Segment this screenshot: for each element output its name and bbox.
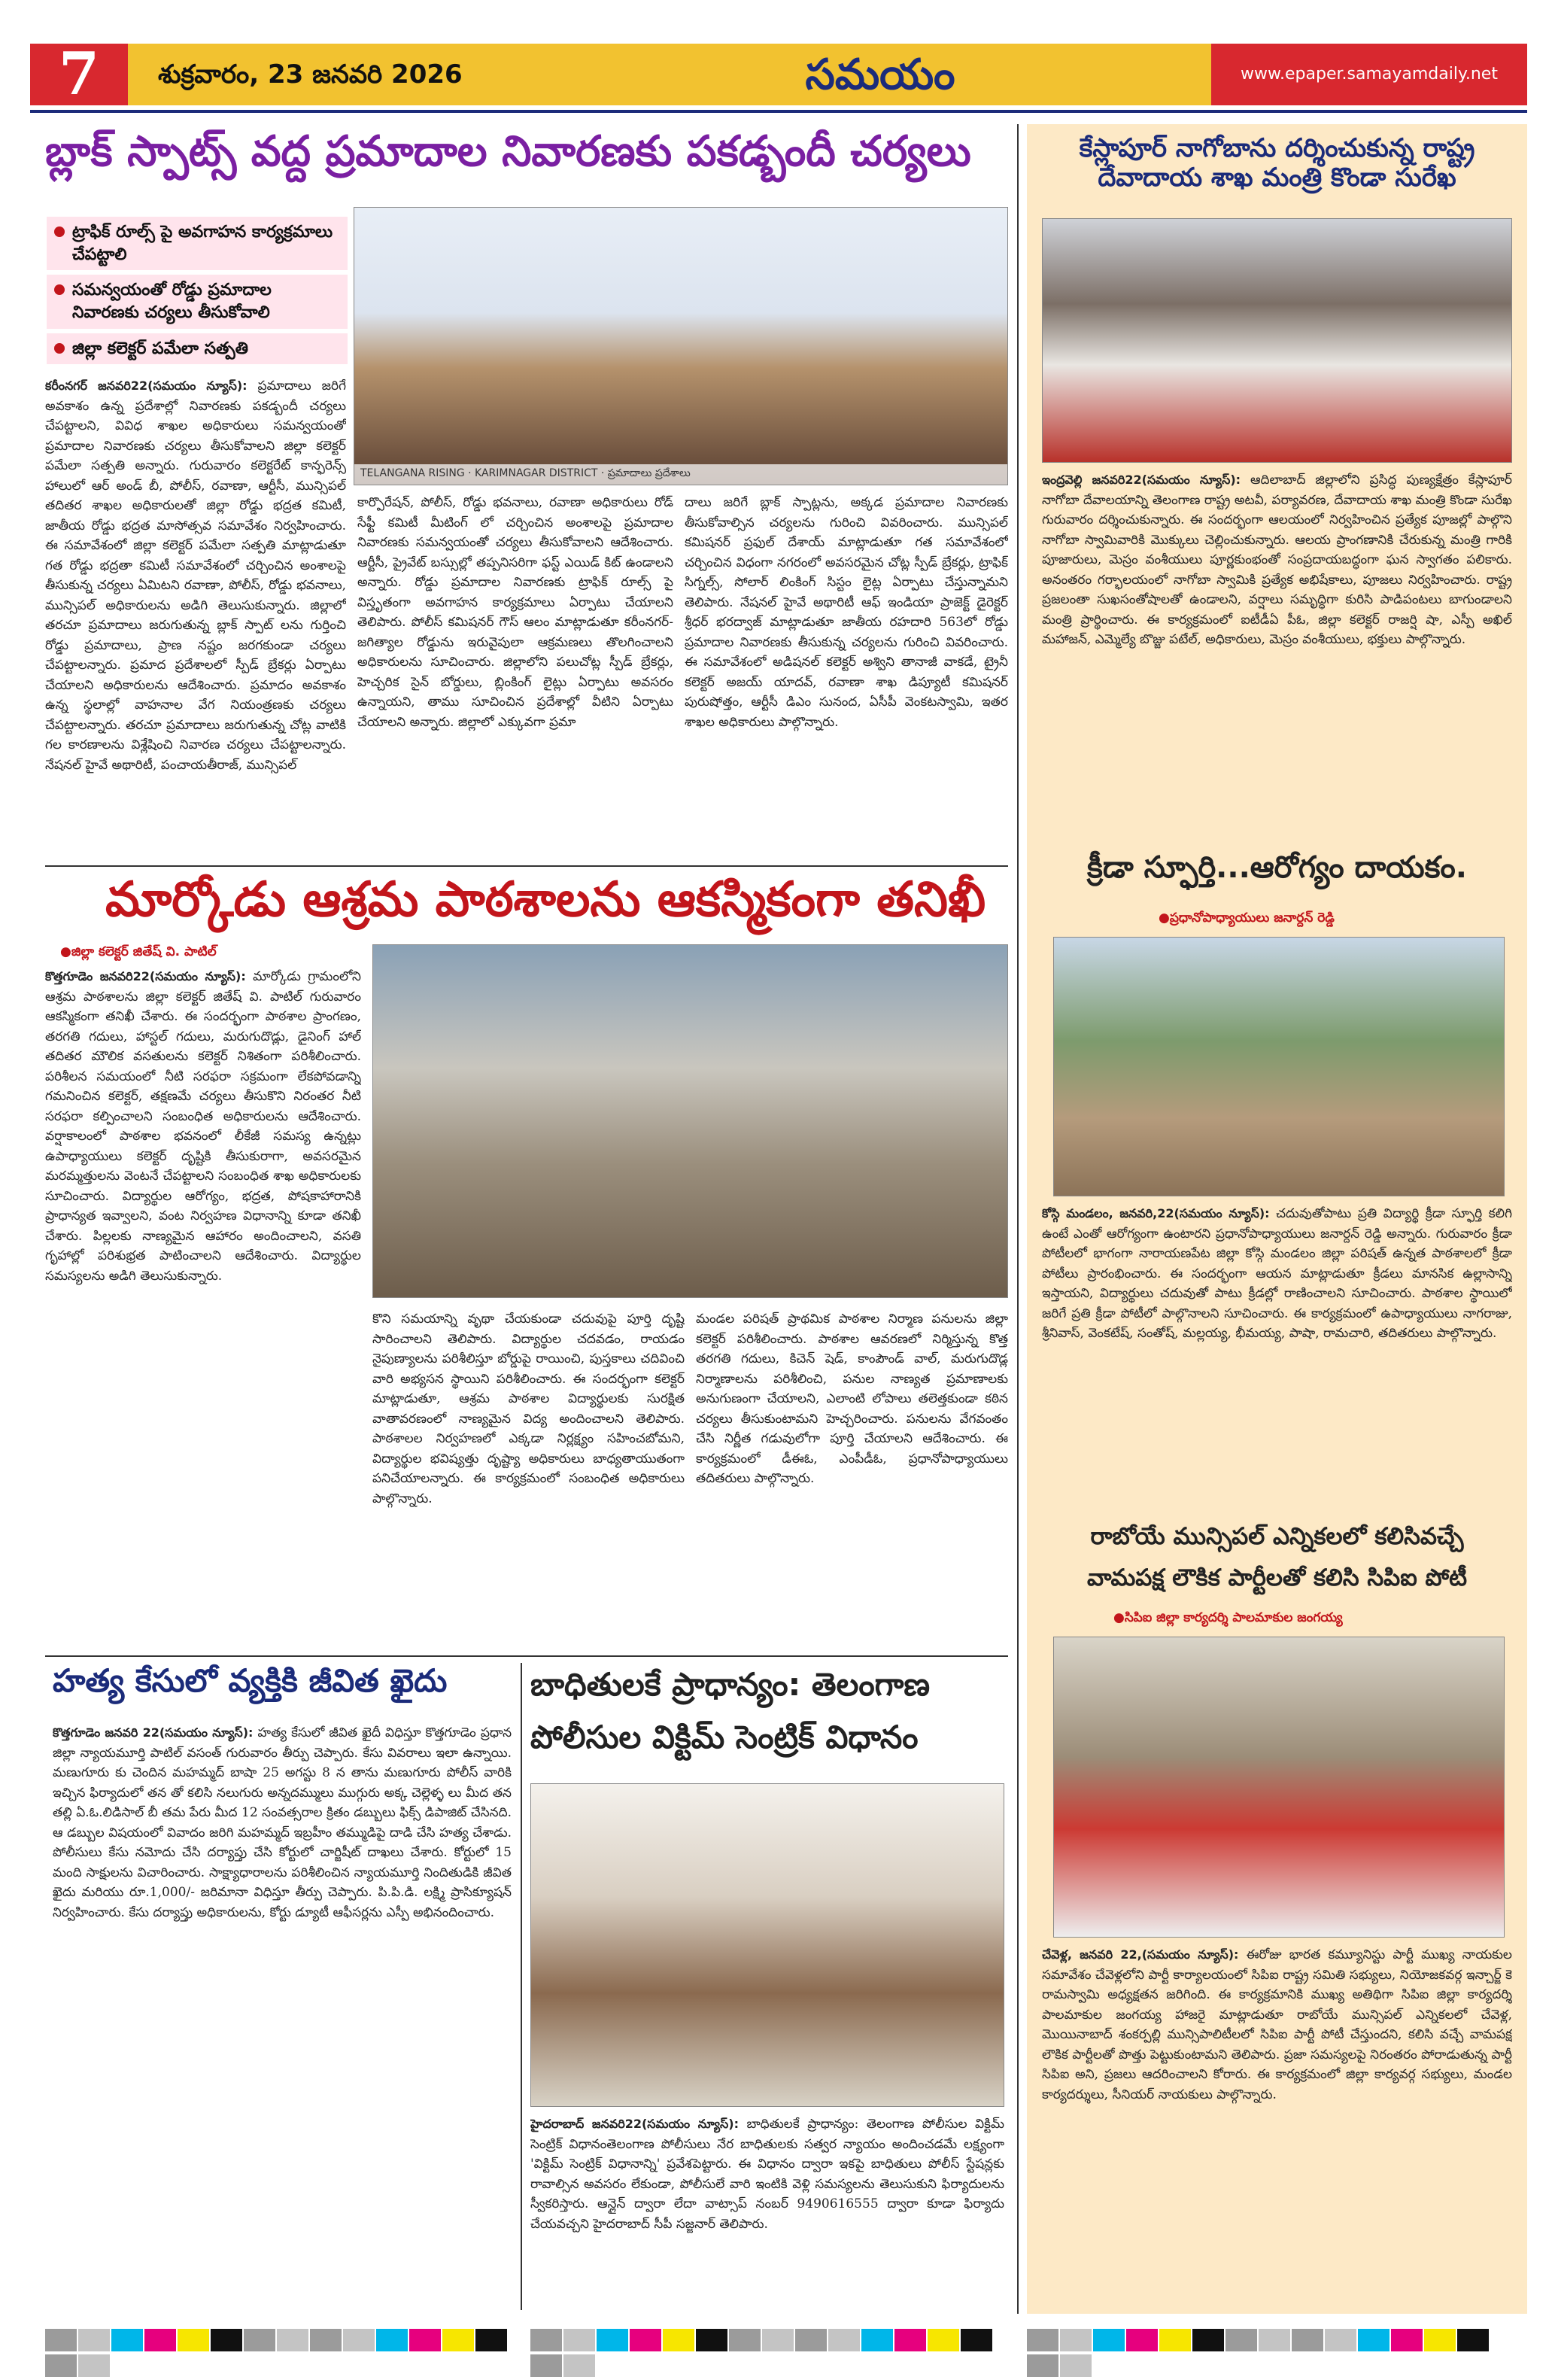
story4-dateline: హైదరాబాద్ జనవరి22(సమయం న్యూస్):	[530, 2117, 739, 2131]
color-swatch	[211, 2329, 242, 2351]
color-swatch	[630, 2329, 661, 2351]
side3-body: ఈరోజు భారత కమ్యూనిస్టు పార్టీ ముఖ్య నాయకుల సమావేశం చేవెళ్లలోని పార్టీ కార్యాలయంలో సిపిఐ రాష్ట్ర సమితి సభ్యులు, నియోజకవర్గ ఇన్చార్జ్ కె రామస్వామి అధ్యక్షతన జరిగింది. ఈ కార్యక్రమానికి ముఖ్య అతిథిగా సిపిఐ జిల్లా కార్యదర్శి పాలమాకుల జంగయ్య హాజరై మాట్లాడుతూ రాబోయే మున్సిపల్ ఎన్నికలలో చేవెళ్ల, మొయినాబాద్ శంకర్పల్లి మున్సిపాలిటీలలో సిపిఐ పార్టీ పోటీ చేస్తుందని, కలిసి వచ్చే వామపక్ష లౌకిక పార్టీలతో పొత్తు పెట్టుకుంటామని తెలిపారు. ప్రజా సమస్యలపై నిరంతరం పోరాడుతున్న పార్టీ సిపిఐ అని, ప్రజలు ఆదరించాలని కోరారు. ఈ కార్యక్రమంలో జిల్లా కార్యవర్గ సభ్యులు, మండల కార్యదర్శులు, సీనియర్ నాయకులు పాల్గొన్నారు.	[1042, 1947, 1512, 2102]
story2-headline: మార్కోడు ఆశ్రమ పాఠశాలను ఆకస్మికంగా తనిఖీ	[105, 872, 986, 928]
color-swatch	[409, 2329, 441, 2351]
section-divider	[45, 865, 1008, 867]
story1-bullet: ట్రాఫిక్ రూల్స్ పై అవగాహన కార్యక్రమాలు చేపట్టాలి	[47, 217, 348, 270]
story1-body-2: కార్పొరేషన్, పోలీస్, రోడ్డు భవనాలు, రవాణా అధికారులు రోడ్ సేఫ్టీ కమిటీ మీటింగ్ లో చర్చించిన అంశాలపై ప్రమాదాల నివారణకు సమన్వయంతో చర్యలు తీసుకోవాలని ఆదేశించారు. ఆర్టీసీ, ప్రైవేట్ బస్సుల్లో తప్పనిసరిగా ఫస్ట్ ఎయిడ్ కిట్ ఉండాలని అన్నారు. రోడ్డు ప్రమాదాల నివారణకు ట్రాఫిక్ రూల్స్ పై విస్తృతంగా అవగాహన కార్యక్రమాలు ఏర్పాటు చేయాలని తెలిపారు. పోలీస్ కమిషనర్ గౌస్ ఆలం మాట్లాడుతూ కరీంనగర్-జగిత్యాల రోడ్డును ఇరువైపులా ఆక్రమణలు తొలగించాలని అధికారులను సూచించారు. జిల్లాలోని పలుచోట్ల స్పీడ్ బ్రేకర్లు, హెచ్చరిక సైన్ బోర్డులు, బ్లింకింగ్ లైట్లు ఏర్పాటు అవసరం ఉన్నాయని, తాము సూచించిన ప్రదేశాల్లో వీటిని ఏర్పాటు చేయాలని అన్నారు. జిల్లాలో ఎక్కువగా ప్రమా	[357, 495, 673, 730]
side3-photo-party-meeting	[1053, 1637, 1505, 1938]
side1-dateline: ఇంద్రవెల్లి జనవరి22(సమయం న్యూస్):	[1042, 473, 1241, 487]
side2-headline: క్రీడా స్ఫూర్తి...ఆరోగ్యం దాయకం.	[1087, 850, 1467, 885]
story4-headline-line-1: బాధితులకే ప్రాధాన్యం: తెలంగాణ	[530, 1666, 931, 1703]
color-swatch	[78, 2354, 110, 2377]
color-swatch	[597, 2329, 628, 2351]
color-swatch	[1027, 2354, 1058, 2377]
newspaper-logo: సమయం	[805, 50, 955, 99]
story1-column-2	[357, 493, 673, 858]
color-swatch	[795, 2329, 827, 2351]
color-swatch	[1060, 2329, 1092, 2351]
side1-column	[1042, 470, 1512, 843]
story1-column-1	[45, 376, 346, 858]
column-divider	[1017, 124, 1019, 2314]
story2-column-2	[372, 1309, 685, 1652]
color-swatch	[1192, 2329, 1224, 2351]
story2-caption: ● జిల్లా కలెక్టర్ జితేష్ వి. పాటిల్	[60, 944, 361, 962]
color-swatch	[762, 2329, 794, 2351]
color-swatch	[563, 2329, 595, 2351]
side3-headline-line-1: రాబోయే మున్సిపల్ ఎన్నికలలో కలిసివచ్చే	[1090, 1523, 1464, 1550]
print-color-bar	[1027, 2329, 1508, 2351]
color-swatch	[729, 2329, 761, 2351]
color-swatch	[1358, 2329, 1389, 2351]
side3-column	[1042, 1945, 1512, 2306]
color-swatch	[928, 2329, 959, 2351]
story3-dateline: కొత్తగూడెం జనవరి 22(సమయం న్యూస్):	[53, 1725, 254, 1740]
color-swatch	[111, 2329, 143, 2351]
story2-photo-school-visit	[372, 944, 1008, 1298]
story1-bullets	[47, 217, 348, 369]
color-swatch	[78, 2329, 110, 2351]
story1-bullet: సమన్వయంతో రోడ్డు ప్రమాదాల నివారణకు చర్యలు తీసుకోవాలి	[47, 275, 348, 328]
color-swatch	[696, 2329, 727, 2351]
story3-column	[53, 1723, 512, 2310]
color-swatch	[376, 2329, 408, 2351]
color-swatch	[1027, 2329, 1058, 2351]
story1-headline: బ్లాక్ స్పాట్స్ వద్ద ప్రమాదాల నివారణకు పకడ్బందీ చర్యలు	[45, 127, 971, 176]
side3-headline-line-2: వామపక్ష లౌకిక పార్టీలతో కలిసి సిపిఐ పోటీ	[1086, 1564, 1468, 1591]
story2-body-2: కొని సమయాన్ని వృథా చేయకుండా చదువుపై పూర్తి దృష్టి సారించాలని తెలిపారు. విద్యార్థుల చదవడం, రాయడం నైపుణ్యాలను పరిశీలిస్తూ బోర్డుపై రాయించి, పుస్తకాలు చదివించి వారి అభ్యసన స్థాయిని పరిశీలించారు. ఈ సందర్భంగా కలెక్టర్ మాట్లాడుతూ, ఆశ్రమ పాఠశాల విద్యార్థులకు సురక్షిత వాతావరణంలో నాణ్యమైన విద్య అందించాలని తెలిపారు. పాఠశాలల నిర్వహణలో ఎక్కడా నిర్లక్ష్యం సహించబోమని, విద్యార్థుల భవిష్యత్తు దృష్ట్యా అధికారులు బాధ్యతాయుతంగా పనిచేయాలన్నారు. ఈ కార్యక్రమంలో సంబంధిత అధికారులు పాల్గొన్నారు.	[372, 1312, 685, 1506]
story2-column-1	[45, 967, 361, 1652]
side3-dateline: చేవెళ్ల, జనవరి 22,(సమయం న్యూస్):	[1042, 1947, 1239, 1962]
color-swatch	[1060, 2354, 1092, 2377]
color-swatch	[442, 2329, 474, 2351]
color-swatch	[530, 2354, 562, 2377]
color-swatch	[861, 2329, 893, 2351]
color-swatch	[1424, 2329, 1456, 2351]
print-color-bar	[45, 2329, 527, 2351]
color-swatch	[1292, 2329, 1323, 2351]
color-swatch	[45, 2354, 77, 2377]
color-swatch	[178, 2329, 209, 2351]
side2-photo-sports	[1053, 937, 1505, 1196]
color-swatch	[961, 2329, 992, 2351]
story4-body: బాధితులకే ప్రాధాన్యం: తెలంగాణ పోలీసుల విక్టిమ్ సెంట్రిక్ విధానంతెలంగాణ పోలీసులు నేర బాధితులకు సత్వర న్యాయం అందించడమే లక్ష్యంగా 'విక్టిమ్ సెంట్రిక్ విధానాన్ని' ప్రవేశపెట్టారు. ఈ విధానం ద్వారా ఇకపై బాధితులు పోలీస్ స్టేషన్లకు రావాల్సిన అవసరం లేకుండా, పోలీసులే వారి ఇంటికి వెళ్లి సమస్యలను తెలుసుకుని ఫిర్యాదులను స్వీకరిస్తారు. ఆన్లైన్ ద్వారా లేదా వాట్సాప్ నంబర్ 9490616555 ద్వారా కూడా ఫిర్యాదు చేయవచ్చని హైదరాబాద్ సీపీ సజ్జనార్ తెలిపారు.	[530, 2117, 1004, 2232]
color-swatch	[894, 2329, 926, 2351]
color-swatch	[45, 2329, 77, 2351]
color-swatch	[1325, 2329, 1356, 2351]
color-swatch	[1259, 2329, 1290, 2351]
side2-body: చదువుతోపాటు ప్రతి విద్యార్థి క్రీడా స్ఫూర్తి కలిగి ఉంటే ఎంతో ఆరోగ్యంగా ఉంటారని ప్రధానోపాధ్యాయులు జనార్దన్ రెడ్డి అన్నారు. గురువారం క్రీడా పోటీలలో భాగంగా నారాయణపేట జిల్లా కోస్గి మండలం జిల్లా పరిషత్ ఉన్నత పాఠశాలలో క్రీడా పోటీలు ప్రారంభించారు. ఈ సందర్భంగా ఆయన మాట్లాడుతూ క్రీడలు మానసిక ఉల్లాసాన్ని ఇస్తాయని, విద్యార్థులు చదువుతో పాటు క్రీడల్లో రాణించాలని సూచించారు. పాఠశాల స్థాయిలో జరిగే ప్రతి క్రీడా పోటీలో పాల్గొనాలని సూచించారు. ఈ కార్యక్రమంలో ఉపాధ్యాయులు నాగరాజు, శ్రీనివాస్, వెంకటేష్, సంతోష్, మల్లయ్య, భీమయ్య, పాషా, రామచారి, తదితరులు పాల్గొన్నారు.	[1042, 1206, 1512, 1342]
print-color-bar	[530, 2329, 1012, 2351]
section-divider	[45, 1655, 1008, 1657]
color-swatch	[828, 2329, 860, 2351]
story3-body: హత్య కేసులో జీవిత ఖైదీ విధిస్తూ కొత్తగూడెం ప్రధాన జిల్లా న్యాయమూర్తి పాటిల్ వసంత్ గురువారం తీర్పు చెప్పారు. కేసు వివరాలు ఇలా ఉన్నాయి. మణుగూరు కు చెందిన మహమ్మద్ బాషా 25 అగస్టు 8 న తాను మణుగూరు పోలీస్ వారికి ఇచ్చిన ఫిర్యాదులో తన తో కలిసి నలుగురు అన్నదమ్ములు ముగ్గురు అక్క చెల్లెళ్ళ లు మీద తన తల్లి ఏ.ఓ.లిడిసాల్ బీ తమ పేరు మీద 12 సంవత్సరాల క్రితం డబ్బులు ఫిక్స్ డిపాజిట్ చేసినది. ఆ డబ్బుల విషయంలో వివాదం జరిగి మహమ్మద్ ఇబ్రహీం తమ్ముడిపై దాడి చేసి హత్య చేశాడు. పోలీసులు కేసు నమోదు చేసి దర్యాప్తు చేసి కోర్టులో చార్జిషీట్ దాఖలు చేశారు. కోర్టులో 15 మంది సాక్షులను విచారించారు. సాక్ష్యాధారాలను పరిశీలించిన న్యాయమూర్తి నిందితుడికి జీవిత ఖైదు మరియు రూ.1,000/- జరిమానా విధిస్తూ తీర్పు చెప్పారు. పి.పి.డి. లక్ష్మి ప్రాసిక్యూషన్ నిర్వహించారు. కేసు దర్యాప్తు అధికారులను, కోర్టు డ్యూటీ ఆఫీసర్లను ఎస్పీ అభినందించారు.	[53, 1725, 512, 1920]
color-swatch	[1391, 2329, 1423, 2351]
story1-body-3: దాలు జరిగే బ్లాక్ స్పాట్లను, అక్కడ ప్రమాదాల నివారణకు తీసుకోవాల్సిన చర్యలను గురించి వివరించారు. మున్సిపల్ కమిషనర్ ప్రఫుల్ దేశాయ్ మాట్లాడుతూ గత సమావేశంలో చర్చించిన విధంగా నగరంలో అవసరమైన చోట్ల స్పీడ్ బ్రేకర్లు, ట్రాఫిక్ సిగ్నల్స్, సోలార్ లింకింగ్ సిస్టం లైట్ల ఏర్పాటు చేస్తున్నామని తెలిపారు. నేషనల్ హైవే అథారిటీ ఆఫ్ ఇండియా ప్రాజెక్ట్ డైరెక్టర్ శ్రీధర్ భరద్వాజ్ మాట్లాడుతూ జాతీయ రహదారి 563లో రోడ్డు ప్రమాదాల నివారణకు తీసుకున్న చర్యలను గురించి వివరించారు. ఈ సమావేశంలో అడిషనల్ కలెక్టర్ అశ్విని తానాజీ వాకడే, ట్రైనీ కలెక్టర్ అజయ్ యాదవ్, రవాణా శాఖ డిప్యూటీ కమిషనర్ పురుషోత్తం, ఆర్టీసీ డిఎం సునంద, ఏసీపీ వెంకటస్వామి, ఇతర శాఖల అధికారులు పాల్గొన్నారు.	[685, 495, 1008, 730]
color-swatch	[563, 2354, 595, 2377]
color-swatch	[244, 2329, 275, 2351]
story4-column	[530, 2114, 1004, 2310]
color-swatch	[663, 2329, 694, 2351]
color-swatch	[1126, 2329, 1158, 2351]
story1-dateline: కరీంనగర్ జనవరి22(సమయం న్యూస్):	[45, 378, 248, 393]
color-swatch	[1159, 2329, 1191, 2351]
side3-caption: ● సిపిఐ జిల్లా కార్యదర్శి పాలమాకుల జంగయ్య	[1113, 1610, 1512, 1628]
story1-photo-label: TELANGANA RISING · KARIMNAGAR DISTRICT · ప్రమాదాలు ప్రదేశాలు	[354, 464, 1007, 485]
story3-headline: హత్య కేసులో వ్యక్తికి జీవిత ఖైదు	[53, 1662, 448, 1699]
color-swatch	[1457, 2329, 1489, 2351]
color-swatch	[475, 2329, 507, 2351]
story2-body-1: మార్కోడు గ్రామంలోని ఆశ్రమ పాఠశాలను జిల్లా కలెక్టర్ జితేష్ వి. పాటిల్ గురువారం ఆకస్మికంగా తనిఖీ చేశారు. ఈ సందర్భంగా పాఠశాల ప్రాంగణం, తరగతి గదులు, హాస్టల్ గదులు, మరుగుదొడ్లు, డైనింగ్ హాల్ తదితర మౌలిక వసతులను కలెక్టర్ నిశితంగా పరిశీలించారు. పరిశీలన సమయంలో నీటి సరఫరా సక్రమంగా లేకపోవడాన్ని గమనించిన కలెక్టర్, తక్షణమే చర్యలు తీసుకొని నిరంతర నీటి సరఫరా కల్పించాలని సంబంధిత అధికారులను ఆదేశించారు. వర్షాకాలంలో పాఠశాల భవనంలో లీకేజీ సమస్య ఉన్నట్లు ఉపాధ్యాయులు కలెక్టర్ దృష్టికి తీసుకురాగా, అవసరమైన మరమ్మత్తులను వెంటనే చేపట్టాలని సంబంధిత శాఖ అధికారులకు సూచించారు. విద్యార్థుల ఆరోగ్యం, భద్రత, పోషకాహారానికి ప్రాధాన్యత ఇవ్వాలని, వంట నిర్వహణ విధానాన్ని కూడా తనిఖీ చేశారు. పిల్లలకు నాణ్యమైన ఆహారం అందించాలని, వసతి గృహాల్లో పరిశుభ్రత పాటించాలని ఆదేశించారు. విద్యార్థుల సమస్యలను అడిగి తెలుసుకున్నారు.	[45, 969, 361, 1284]
color-swatch	[144, 2329, 176, 2351]
story1-photo-meeting	[354, 207, 1008, 485]
side2-caption: ● ప్రధానోపాధ్యాయులు జనార్దన్ రెడ్డి	[1159, 910, 1505, 929]
story1-column-3	[685, 493, 1008, 858]
side1-headline: కేస్లాపూర్ నాగోబాను దర్శించుకున్న రాష్ట్ర దేవాదాయ శాఖ మంత్రి కొండా సురేఖ	[1079, 133, 1475, 193]
issue-date: శుక్రవారం, 23 జనవరి 2026	[128, 44, 549, 105]
color-swatch	[277, 2329, 308, 2351]
masthead-rule	[30, 110, 1527, 113]
story2-dateline: కొత్తగూడెం జనవరి22(సమయం న్యూస్):	[45, 969, 246, 983]
side1-photo-temple	[1042, 218, 1512, 463]
side2-column	[1042, 1204, 1512, 1520]
side2-dateline: కోస్గి మండలం, జనవరి,22(సమయం న్యూస్):	[1042, 1206, 1270, 1220]
color-swatch	[530, 2329, 562, 2351]
story2-body-3: మండల పరిషత్ ప్రాథమిక పాఠశాల నిర్మాణ పనులను జిల్లా కలెక్టర్ పరిశీలించారు. పాఠశాల ఆవరణలో నిర్మిస్తున్న కొత్త తరగతి గదులు, కిచెన్ షెడ్, కాంపౌండ్ వాల్, మరుగుదొడ్ల నిర్మాణాలను పరిశీలించి, పనుల నాణ్యత ప్రమాణాలకు అనుగుణంగా చేయాలని, ఎలాంటి లోపాలు తలెత్తకుండా కఠిన చర్యలు తీసుకుంటామని హెచ్చరించారు. పనులను వేగవంతం చేసి నిర్ణీత గడువులోగా పూర్తి చేయాలని ఆదేశించారు. ఈ కార్యక్రమంలో డీఈఓ, ఎంపీడీఓ, ప్రధానోపాధ్యాయులు తదితరులు పాల్గొన్నారు.	[696, 1312, 1008, 1487]
story1-bullet: జిల్లా కలెక్టర్ పమేలా సత్పతి	[47, 333, 348, 365]
side1-body: ఆదిలాబాద్ జిల్లాలోని ప్రసిద్ధ పుణ్యక్షేత్రం కేస్లాపూర్ నాగోబా దేవాలయాన్ని తెలంగాణ రాష్ట్ర అటవీ, పర్యావరణ, దేవాదాయ శాఖ మంత్రి కొండా సురేఖ గురువారం దర్శించుకున్నారు. ఈ సందర్భంగా ఆలయంలో నిర్వహించిన ప్రత్యేక పూజల్లో పాల్గొని నాగోబా స్వామివారికి మొక్కులు చెల్లించుకున్నారు. ఆలయ ప్రాంగణానికి చేరుకున్న మంత్రి గారికి పూజారులు, మెస్రం వంశీయులు పూర్ణకుంభంతో సంప్రదాయబద్ధంగా ఘన స్వాగతం పలికారు. అనంతరం గర్భాలయంలో నాగోబా స్వామికి ప్రత్యేక అభిషేకాలు, పూజలు నిర్వహించారు. రాష్ట్ర ప్రజలంతా సుఖసంతోషాలతో ఉండాలని, వర్షాలు సమృద్ధిగా కురిసి పాడిపంటలు బాగుండాలని మంత్రి ప్రార్థించారు. ఈ కార్యక్రమంలో ఐటీడీఏ పీఓ, జిల్లా కలెక్టర్ రాజర్షి షా, ఎస్పీ అఖిల్ మహాజన్, ఎమ్మెల్యే బొజ్జు పటేల్, అధికారులు, మెస్రం వంశీయులు, భక్తులు పాల్గొన్నారు.	[1042, 473, 1512, 648]
color-swatch	[1093, 2329, 1125, 2351]
masthead-brand	[549, 44, 1211, 105]
epaper-url[interactable]: www.epaper.samayamdaily.net	[1211, 44, 1527, 105]
color-swatch	[343, 2329, 375, 2351]
color-swatch	[1225, 2329, 1257, 2351]
column-divider	[521, 1663, 522, 2310]
story4-headline-line-2: పోలీసుల విక్టిమ్ సెంట్రిక్ విధానం	[530, 1719, 919, 1755]
color-swatch	[310, 2329, 342, 2351]
page-number: 7	[30, 44, 128, 105]
story4-photo-police-meeting	[530, 1783, 1004, 2107]
story2-column-3	[696, 1309, 1008, 1652]
story1-body-1: ప్రమాదాలు జరిగే అవకాశం ఉన్న ప్రదేశాల్లో నివారణకు పకడ్బందీ చర్యలు చేపట్టాలని, వివిధ శాఖల అధికారులు సమన్వయంతో ప్రమాదాల నివారణకు చర్యలు తీసుకోవాలని జిల్లా కలెక్టర్ పమేలా సత్పతి అన్నారు. గురువారం కలెక్టరేట్ కాన్ఫరెన్స్ హాలులో ఆర్ అండ్ బీ, పోలీస్, రవాణా, ఆర్టీసీ, మున్సిపల్ తదితర శాఖల అధికారులతో జిల్లా రోడ్డు భద్రత కమిటీ, జాతీయ రోడ్డు భద్రత మాసోత్సవ సమావేశం నిర్వహించారు. ఈ సమావేశంలో జిల్లా కలెక్టర్ పమేలా సత్పతి మాట్లాడుతూ గత రోడ్డు భద్రతా కమిటీ సమావేశంలో చర్చించిన అంశాలపై తీసుకున్న చర్యలు ఏమిటని రవాణా, పోలీస్, రోడ్డు భవనాలు, మున్సిపల్ అధికారులను అడిగి తెలుసుకున్నారు. జిల్లాలో తరచూ ప్రమాదాలు జరుగుతున్న బ్లాక్ స్పాట్ లను గుర్తించి రోడ్డు ప్రమాదాలు, ప్రాణ నష్టం జరగకుండా చర్యలు చేపట్టాలన్నారు. ప్రమాద ప్రదేశాలలో స్పీడ్ బ్రేకర్లు ఏర్పాటు చేయాలని అధికారులను ఆదేశించారు. ప్రమాదం అవకాశం ఉన్న స్థలాల్లో వాహనాల వేగ నియంత్రణకు చర్యలు చేపట్టాలన్నారు. తరచూ ప్రమాదాలు జరుగుతున్న చోట్ల వాటికి గల కారణాలను విశ్లేషించి నివారణ చర్యలు చేపట్టాలన్నారు. నేషనల్ హైవే అథారిటీ, పంచాయతీరాజ్, మున్సిపల్	[45, 378, 346, 773]
